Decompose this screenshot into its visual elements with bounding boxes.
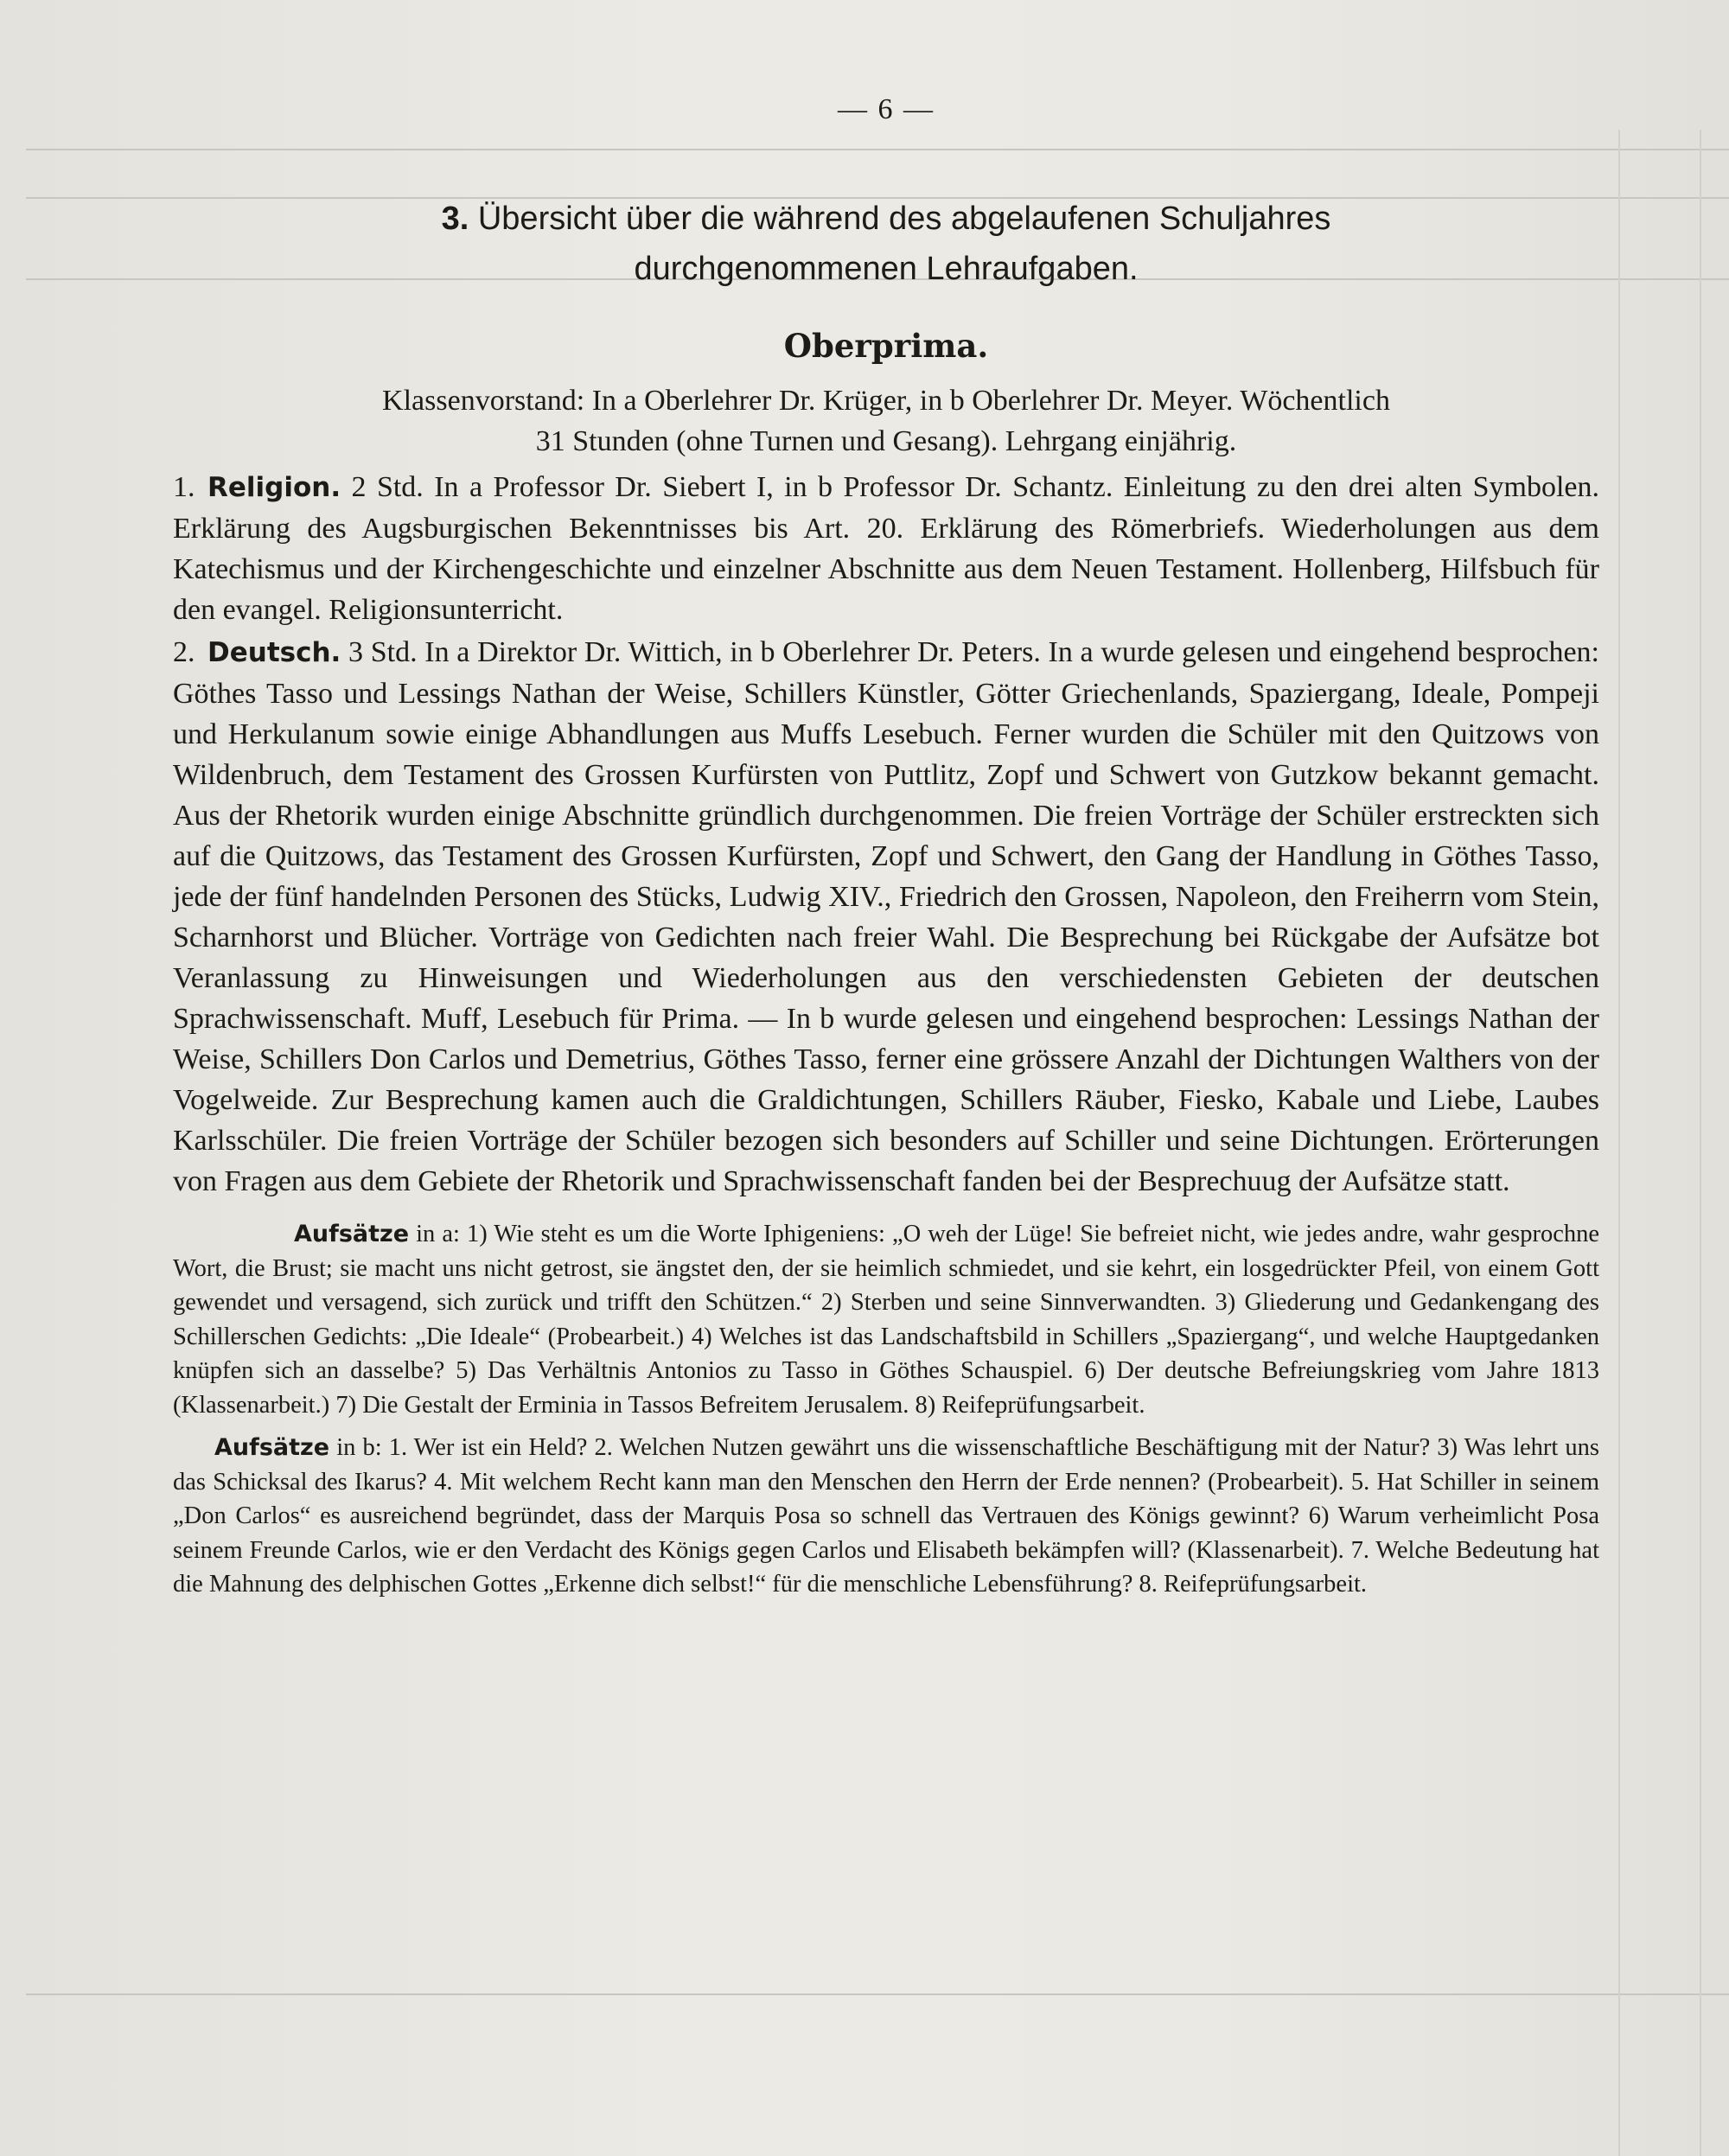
section-heading xyxy=(173,194,1599,294)
class-info-line2: 31 Stunden (ohne Turnen und Gesang). Lehrgang einjährig. xyxy=(535,425,1237,457)
subject-text: 3 Std. In a Direktor Dr. Wittich, in b Oberlehrer Dr. Peters. In a wurde gelesen und eingehend besprochen: Göthes Tasso und Lessings Nathan der Weise, Schillers Künstler, Götter Griechenlands, Spaziergang, Ideale, Pompeji und Herkulanum sowie einige Abhandlungen aus Muffs Lesebuch. Ferner wurden die Schüler mit den Quitzows von Wildenbruch, dem Testament des Grossen Kurfürsten von Puttlitz, Zopf und Schwert von Gutzkow bekannt gemacht. Aus der Rhetorik wurden einige Abschnitte gründlich durchgenommen. Die freien Vorträge der Schüler erstreckten sich auf die Quitzows, das Testament des Grossen Kurfürsten, Zopf und Schwert, den Gang der Handlung in Göthes Tasso, jede der fünf handelnden Personen des Stücks, Ludwig XIV., Friedrich den Grossen, Napoleon, den Freiherrn vom Stein, Scharnhorst und Blücher. Vorträge von Gedichten nach freier Wahl. Die Besprechung bei Rückgabe der Aufsätze bot Veranlassung zu Hinweisungen und Wiederholungen aus den verschiedensten Gebieten der deutschen Sprachwissenschaft. Muff, Lesebuch für Prima. — In b wurde gelesen und eingehend besprochen: Lessings Nathan der Weise, Schillers Don Carlos und Demetrius, Göthes Tasso, ferner eine grössere Anzahl der Dichtungen Walthers von der Vogelweide. Zur Besprechung kamen auch die Graldichtungen, Schillers Räuber, Fiesko, Kabale und Liebe, Laubes Karlsschüler. Die freien Vorträge der Schüler bezogen sich besonders auf Schiller und seine Dichtungen. Erörterungen von Fragen aus dem Gebiete der Rhetorik und Sprachwissenschaft fanden bei der Besprechuug der Aufsätze statt. xyxy=(173,636,1600,1197)
subject-number: 1. xyxy=(173,471,195,503)
subject-religion xyxy=(173,467,1599,630)
subject-text: 2 Std. In a Professor Dr. Siebert I, in b Professor Dr. Schantz. Einleitung zu den drei alten Symbolen. Erklärung des Augsburgischen Bekenntnisses bis Art. 20. Erklärung des Römerbriefs. Wiederholungen aus dem Katechismus und der Kirchengeschichte und einzelner Abschnitte aus dem Neuen Testament. Hollenberg, Hilfsbuch für den evangel. Religionsunterricht. xyxy=(173,471,1600,626)
subject-name: Religion. xyxy=(207,472,341,503)
essays-label: Aufsätze xyxy=(294,1221,410,1247)
class-info-line1: Klassenvorstand: In a Oberlehrer Dr. Krüger, in b Oberlehrer Dr. Meyer. Wöchentlich xyxy=(382,385,1390,417)
bleed-through-rule xyxy=(26,1993,1729,1995)
page-content xyxy=(173,93,1599,1602)
section-title-line2: durchgenommenen Lehraufgaben. xyxy=(634,251,1139,287)
class-title: Oberprima. xyxy=(783,327,989,365)
section-number: 3. xyxy=(441,201,469,237)
essays-label: Aufsätze xyxy=(214,1434,330,1461)
page-number: — 6 — xyxy=(838,93,935,125)
subject-deutsch xyxy=(173,632,1599,1202)
essays-b xyxy=(173,1431,1599,1602)
section-title-line1: Übersicht über die während des abgelaufenen Schuljahres xyxy=(477,201,1331,237)
essays-text: in a: 1) Wie steht es um die Worte Iphigeniens: „O weh der Lüge! Sie befreiet nicht, wie jedes andre, wahr gesprochne Wort, die Brust; sie macht uns nicht getrost, sie ängstet den, der sie heimlich schmiedet, und sie kehrt, ein losgedrückter Pfeil, von einem Gott gewendet und versagend, sich zurück und trifft den Schützen.“ 2) Sterben und seine Sinnverwandten. 3) Gliederung und Gedankengang des Schillerschen Gedichts: „Die Ideale“ (Probearbeit.) 4) Welches ist das Landschaftsbild in Schillers „Spaziergang“, und welche Hauptgedanken knüpfen sich an dasselbe? 5) Das Verhältnis Antonios zu Tasso in Göthes Schauspiel. 6) Der deutsche Befreiungskrieg vom Jahre 1813 (Klassenarbeit.) 7) Die Gestalt der Erminia in Tassos Befreitem Jerusalem. 8) Reifeprüfungsarbeit. xyxy=(173,1221,1599,1419)
subject-name: Deutsch. xyxy=(207,637,341,668)
bleed-through-column xyxy=(1618,130,1620,2156)
bleed-through-column xyxy=(1700,130,1701,2156)
subject-number: 2. xyxy=(173,636,195,668)
essays-text: in b: 1. Wer ist ein Held? 2. Welchen Nutzen gewährt uns die wissenschaftliche Beschäftigung mit der Natur? 3) Was lehrt uns das Schicksal des Ikarus? 4. Mit welchem Recht kann man den Menschen den Herrn der Erde nennen? (Probearbeit). 5. Hat Schiller in seinem „Don Carlos“ es ausreichend begründet, dass der Marquis Posa so schnell das Vertrauen des Königs gewinnt? 6) Warum verheimlicht Posa seinem Freunde Carlos, wie er den Verdacht des Königs gegen Carlos und Elisabeth bekämpfen will? (Klassenarbeit). 7. Welche Bedeutung hat die Mahnung des delphischen Gottes „Erkenne dich selbst!“ für die menschliche Lebensführung? 8. Reifeprüfungsarbeit. xyxy=(173,1434,1600,1598)
essays-a xyxy=(173,1217,1599,1422)
class-info xyxy=(173,380,1599,462)
